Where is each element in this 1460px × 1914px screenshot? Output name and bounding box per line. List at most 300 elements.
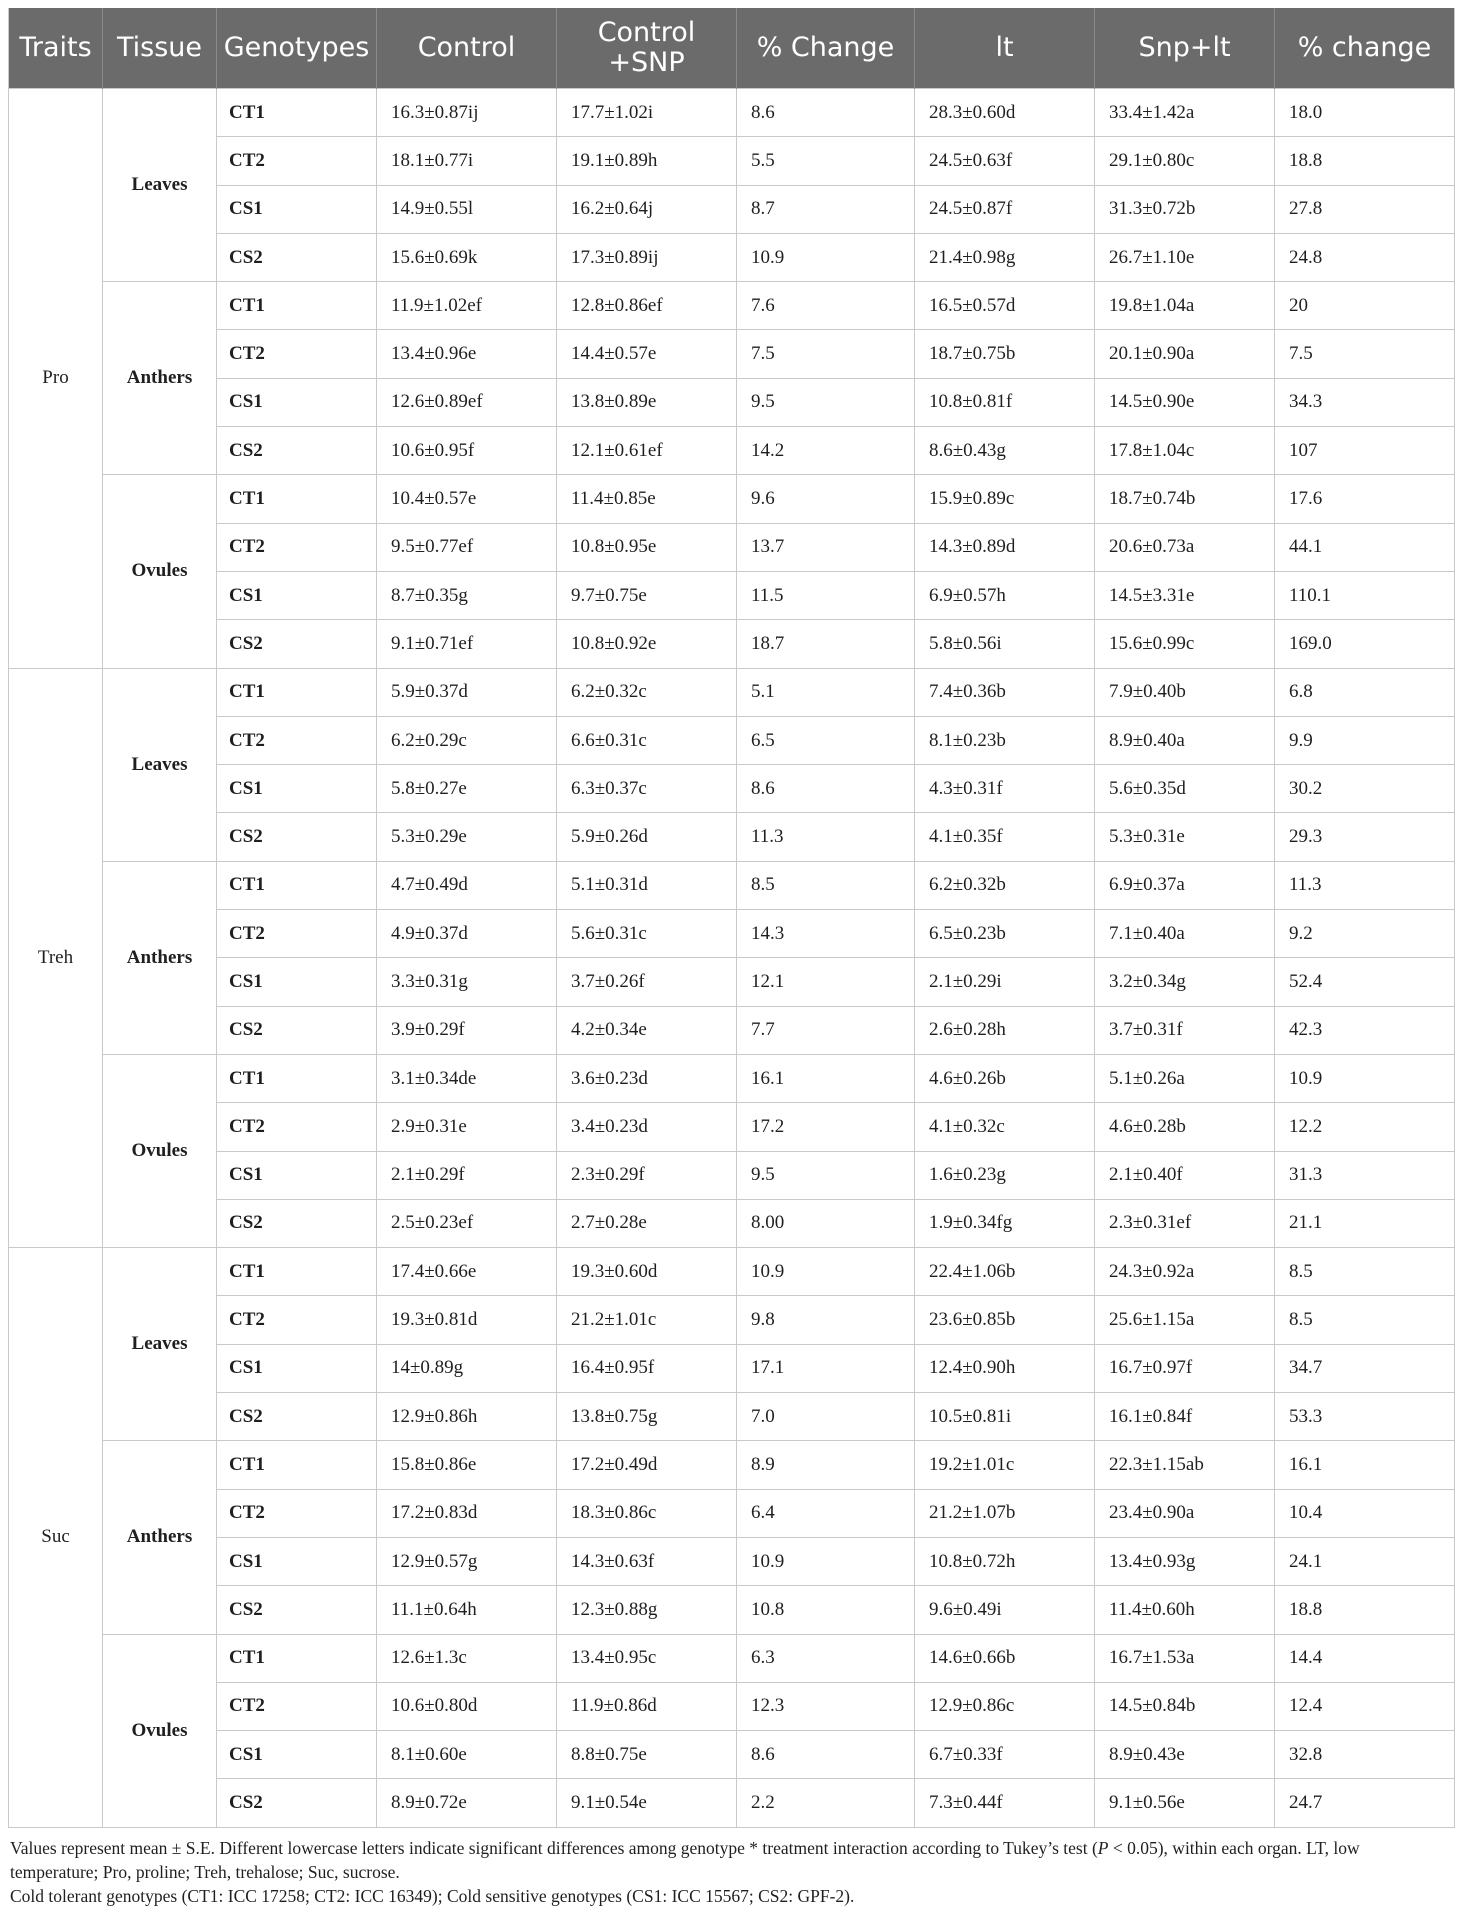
value-cell: 2.1±0.40f: [1095, 1151, 1275, 1199]
genotype-cell: CT1: [217, 1634, 377, 1682]
value-cell: 2.1±0.29i: [915, 958, 1095, 1006]
genotype-cell: CT2: [217, 523, 377, 571]
value-cell: 6.5±0.23b: [915, 910, 1095, 958]
table-row: [9, 1006, 1455, 1054]
table-row: [9, 765, 1455, 813]
value-cell: 6.9±0.37a: [1095, 861, 1275, 909]
value-cell: 21.2±1.01c: [557, 1296, 737, 1344]
table-row: [9, 958, 1455, 1006]
table-row: [9, 1248, 1455, 1296]
value-cell: 6.2±0.32b: [915, 861, 1095, 909]
value-cell: 16.2±0.64j: [557, 185, 737, 233]
value-cell: 8.9: [737, 1441, 915, 1489]
value-cell: 8.5: [1275, 1248, 1455, 1296]
value-cell: 8.6: [737, 89, 915, 137]
value-cell: 18.8: [1275, 1586, 1455, 1634]
value-cell: 8.5: [1275, 1296, 1455, 1344]
value-cell: 17.6: [1275, 475, 1455, 523]
table-row: [9, 1682, 1455, 1730]
genotype-cell: CS1: [217, 1344, 377, 1392]
value-cell: 13.7: [737, 523, 915, 571]
header-lt: lt: [915, 8, 1095, 89]
table-row: [9, 1393, 1455, 1441]
value-cell: 11.4±0.85e: [557, 475, 737, 523]
value-cell: 4.6±0.28b: [1095, 1103, 1275, 1151]
footnote-text-a: Values represent mean ± S.E. Different lowercase letters indicate significant differences among genotype * treatment interaction according to Tukey’s test (: [10, 1837, 1098, 1858]
value-cell: 3.2±0.34g: [1095, 958, 1275, 1006]
value-cell: 21.1: [1275, 1199, 1455, 1247]
value-cell: 8.5: [737, 861, 915, 909]
table-row: [9, 233, 1455, 281]
header-genotypes: Genotypes: [217, 8, 377, 89]
genotype-cell: CS2: [217, 813, 377, 861]
value-cell: 12.4: [1275, 1682, 1455, 1730]
value-cell: 2.7±0.28e: [557, 1199, 737, 1247]
value-cell: 7.3±0.44f: [915, 1779, 1095, 1827]
table-row: [9, 185, 1455, 233]
value-cell: 10.8±0.81f: [915, 378, 1095, 426]
value-cell: 21.4±0.98g: [915, 233, 1095, 281]
table-row: [9, 137, 1455, 185]
value-cell: 10.6±0.95f: [377, 427, 557, 475]
value-cell: 34.3: [1275, 378, 1455, 426]
value-cell: 10.6±0.80d: [377, 1682, 557, 1730]
value-cell: 17.1: [737, 1344, 915, 1392]
header-row: [9, 8, 1455, 89]
genotype-cell: CS2: [217, 1006, 377, 1054]
table-row: [9, 1344, 1455, 1392]
value-cell: 4.9±0.37d: [377, 910, 557, 958]
value-cell: 14.3±0.89d: [915, 523, 1095, 571]
table-row: [9, 89, 1455, 137]
genotype-cell: CT2: [217, 1682, 377, 1730]
genotype-cell: CS1: [217, 571, 377, 619]
value-cell: 6.3: [737, 1634, 915, 1682]
value-cell: 13.4±0.93g: [1095, 1537, 1275, 1585]
value-cell: 18.3±0.86c: [557, 1489, 737, 1537]
genotype-cell: CT2: [217, 1489, 377, 1537]
table-row: [9, 1199, 1455, 1247]
data-table: [8, 8, 1455, 1828]
value-cell: 12.4±0.90h: [915, 1344, 1095, 1392]
trait-cell: Treh: [9, 668, 103, 1248]
table-row: [9, 378, 1455, 426]
value-cell: 12.2: [1275, 1103, 1455, 1151]
value-cell: 6.3±0.37c: [557, 765, 737, 813]
value-cell: 9.6±0.49i: [915, 1586, 1095, 1634]
value-cell: 17.4±0.66e: [377, 1248, 557, 1296]
value-cell: 8.00: [737, 1199, 915, 1247]
value-cell: 3.3±0.31g: [377, 958, 557, 1006]
value-cell: 16.4±0.95f: [557, 1344, 737, 1392]
value-cell: 8.6±0.43g: [915, 427, 1095, 475]
footnote-line-1: [10, 1836, 1450, 1884]
value-cell: 18.7±0.74b: [1095, 475, 1275, 523]
value-cell: 15.6±0.69k: [377, 233, 557, 281]
value-cell: 15.8±0.86e: [377, 1441, 557, 1489]
value-cell: 5.6±0.31c: [557, 910, 737, 958]
tissue-cell: Anthers: [103, 861, 217, 1054]
value-cell: 5.1: [737, 668, 915, 716]
genotype-cell: CS2: [217, 427, 377, 475]
value-cell: 7.5: [737, 330, 915, 378]
value-cell: 23.6±0.85b: [915, 1296, 1095, 1344]
value-cell: 17.7±1.02i: [557, 89, 737, 137]
table-row: [9, 1103, 1455, 1151]
value-cell: 1.9±0.34fg: [915, 1199, 1095, 1247]
value-cell: 14.5±3.31e: [1095, 571, 1275, 619]
value-cell: 12.6±0.89ef: [377, 378, 557, 426]
tissue-cell: Ovules: [103, 475, 217, 668]
value-cell: 3.9±0.29f: [377, 1006, 557, 1054]
tissue-cell: Leaves: [103, 89, 217, 282]
trait-cell: Pro: [9, 89, 103, 669]
value-cell: 15.9±0.89c: [915, 475, 1095, 523]
genotype-cell: CT1: [217, 1054, 377, 1102]
value-cell: 2.3±0.29f: [557, 1151, 737, 1199]
value-cell: 11.3: [737, 813, 915, 861]
value-cell: 24.3±0.92a: [1095, 1248, 1275, 1296]
value-cell: 12.8±0.86ef: [557, 282, 737, 330]
table-row: [9, 1151, 1455, 1199]
genotype-cell: CT1: [217, 1441, 377, 1489]
value-cell: 15.6±0.99c: [1095, 620, 1275, 668]
genotype-cell: CT1: [217, 668, 377, 716]
value-cell: 2.5±0.23ef: [377, 1199, 557, 1247]
value-cell: 30.2: [1275, 765, 1455, 813]
genotype-cell: CT2: [217, 1296, 377, 1344]
table-row: [9, 1054, 1455, 1102]
value-cell: 19.2±1.01c: [915, 1441, 1095, 1489]
value-cell: 7.7: [737, 1006, 915, 1054]
table-row: [9, 813, 1455, 861]
table-row: [9, 1731, 1455, 1779]
value-cell: 18.8: [1275, 137, 1455, 185]
value-cell: 29.3: [1275, 813, 1455, 861]
value-cell: 18.1±0.77i: [377, 137, 557, 185]
value-cell: 29.1±0.80c: [1095, 137, 1275, 185]
value-cell: 4.1±0.32c: [915, 1103, 1095, 1151]
table-row: [9, 1634, 1455, 1682]
value-cell: 4.6±0.26b: [915, 1054, 1095, 1102]
value-cell: 24.5±0.87f: [915, 185, 1095, 233]
value-cell: 110.1: [1275, 571, 1455, 619]
value-cell: 31.3: [1275, 1151, 1455, 1199]
value-cell: 13.4±0.95c: [557, 1634, 737, 1682]
tissue-cell: Ovules: [103, 1054, 217, 1247]
value-cell: 2.2: [737, 1779, 915, 1827]
value-cell: 14±0.89g: [377, 1344, 557, 1392]
value-cell: 7.5: [1275, 330, 1455, 378]
value-cell: 12.9±0.86c: [915, 1682, 1095, 1730]
value-cell: 9.1±0.54e: [557, 1779, 737, 1827]
value-cell: 4.1±0.35f: [915, 813, 1095, 861]
table-row: [9, 1537, 1455, 1585]
value-cell: 9.6: [737, 475, 915, 523]
value-cell: 14.6±0.66b: [915, 1634, 1095, 1682]
value-cell: 7.9±0.40b: [1095, 668, 1275, 716]
value-cell: 5.9±0.26d: [557, 813, 737, 861]
genotype-cell: CT1: [217, 282, 377, 330]
value-cell: 12.3±0.88g: [557, 1586, 737, 1634]
table-footnote: [8, 1836, 1450, 1908]
genotype-cell: CT2: [217, 910, 377, 958]
value-cell: 23.4±0.90a: [1095, 1489, 1275, 1537]
value-cell: 14.5±0.90e: [1095, 378, 1275, 426]
genotype-cell: CS2: [217, 1779, 377, 1827]
value-cell: 9.8: [737, 1296, 915, 1344]
genotype-cell: CT2: [217, 1103, 377, 1151]
value-cell: 8.6: [737, 765, 915, 813]
value-cell: 17.2: [737, 1103, 915, 1151]
value-cell: 42.3: [1275, 1006, 1455, 1054]
value-cell: 9.1±0.56e: [1095, 1779, 1275, 1827]
value-cell: 3.7±0.26f: [557, 958, 737, 1006]
value-cell: 22.3±1.15ab: [1095, 1441, 1275, 1489]
value-cell: 169.0: [1275, 620, 1455, 668]
value-cell: 9.5: [737, 378, 915, 426]
value-cell: 10.9: [737, 233, 915, 281]
value-cell: 7.4±0.36b: [915, 668, 1095, 716]
header-control: Control: [377, 8, 557, 89]
table-row: [9, 716, 1455, 764]
value-cell: 2.3±0.31ef: [1095, 1199, 1275, 1247]
value-cell: 6.5: [737, 716, 915, 764]
header-pct-change-2: % change: [1275, 8, 1455, 89]
value-cell: 3.7±0.31f: [1095, 1006, 1275, 1054]
value-cell: 13.8±0.89e: [557, 378, 737, 426]
value-cell: 53.3: [1275, 1393, 1455, 1441]
genotype-cell: CS2: [217, 1199, 377, 1247]
value-cell: 10.8: [737, 1586, 915, 1634]
value-cell: 3.1±0.34de: [377, 1054, 557, 1102]
value-cell: 6.9±0.57h: [915, 571, 1095, 619]
genotype-cell: CS1: [217, 185, 377, 233]
genotype-cell: CS1: [217, 765, 377, 813]
table-row: [9, 620, 1455, 668]
genotype-cell: CS1: [217, 1731, 377, 1779]
value-cell: 4.7±0.49d: [377, 861, 557, 909]
value-cell: 13.4±0.96e: [377, 330, 557, 378]
value-cell: 8.1±0.23b: [915, 716, 1095, 764]
value-cell: 14.3: [737, 910, 915, 958]
value-cell: 11.5: [737, 571, 915, 619]
value-cell: 16.1±0.84f: [1095, 1393, 1275, 1441]
value-cell: 8.7±0.35g: [377, 571, 557, 619]
value-cell: 7.1±0.40a: [1095, 910, 1275, 958]
tissue-cell: Ovules: [103, 1634, 217, 1827]
value-cell: 5.1±0.31d: [557, 861, 737, 909]
value-cell: 5.3±0.29e: [377, 813, 557, 861]
genotype-cell: CS2: [217, 1586, 377, 1634]
genotype-cell: CT2: [217, 330, 377, 378]
table-row: [9, 282, 1455, 330]
value-cell: 8.1±0.60e: [377, 1731, 557, 1779]
value-cell: 21.2±1.07b: [915, 1489, 1095, 1537]
value-cell: 7.6: [737, 282, 915, 330]
value-cell: 28.3±0.60d: [915, 89, 1095, 137]
table-row: [9, 1586, 1455, 1634]
value-cell: 20.6±0.73a: [1095, 523, 1275, 571]
value-cell: 16.5±0.57d: [915, 282, 1095, 330]
value-cell: 16.7±1.53a: [1095, 1634, 1275, 1682]
genotype-cell: CT1: [217, 89, 377, 137]
header-control-snp: Control +SNP: [557, 8, 737, 89]
value-cell: 2.1±0.29f: [377, 1151, 557, 1199]
value-cell: 18.0: [1275, 89, 1455, 137]
genotype-cell: CT2: [217, 716, 377, 764]
value-cell: 11.9±1.02ef: [377, 282, 557, 330]
table-row: [9, 1296, 1455, 1344]
value-cell: 11.4±0.60h: [1095, 1586, 1275, 1634]
value-cell: 10.4: [1275, 1489, 1455, 1537]
header-traits: Traits: [9, 8, 103, 89]
table-row: [9, 1779, 1455, 1827]
value-cell: 10.4±0.57e: [377, 475, 557, 523]
genotype-cell: CS2: [217, 620, 377, 668]
table-row: [9, 571, 1455, 619]
value-cell: 10.8±0.95e: [557, 523, 737, 571]
value-cell: 19.3±0.81d: [377, 1296, 557, 1344]
value-cell: 12.9±0.57g: [377, 1537, 557, 1585]
value-cell: 25.6±1.15a: [1095, 1296, 1275, 1344]
header-snp-lt: Snp+lt: [1095, 8, 1275, 89]
value-cell: 17.8±1.04c: [1095, 427, 1275, 475]
value-cell: 1.6±0.23g: [915, 1151, 1095, 1199]
table-row: [9, 330, 1455, 378]
tissue-cell: Anthers: [103, 1441, 217, 1634]
header-tissue: Tissue: [103, 8, 217, 89]
value-cell: 107: [1275, 427, 1455, 475]
value-cell: 10.8±0.92e: [557, 620, 737, 668]
value-cell: 12.9±0.86h: [377, 1393, 557, 1441]
genotype-cell: CS2: [217, 233, 377, 281]
value-cell: 6.4: [737, 1489, 915, 1537]
genotype-cell: CS1: [217, 1537, 377, 1585]
genotype-cell: CS1: [217, 378, 377, 426]
table-row: [9, 475, 1455, 523]
value-cell: 9.9: [1275, 716, 1455, 764]
value-cell: 8.9±0.40a: [1095, 716, 1275, 764]
value-cell: 34.7: [1275, 1344, 1455, 1392]
table-row: [9, 668, 1455, 716]
value-cell: 13.8±0.75g: [557, 1393, 737, 1441]
value-cell: 8.8±0.75e: [557, 1731, 737, 1779]
value-cell: 18.7±0.75b: [915, 330, 1095, 378]
table-row: [9, 861, 1455, 909]
genotype-cell: CT1: [217, 475, 377, 523]
value-cell: 5.6±0.35d: [1095, 765, 1275, 813]
value-cell: 12.3: [737, 1682, 915, 1730]
value-cell: 4.3±0.31f: [915, 765, 1095, 813]
value-cell: 24.7: [1275, 1779, 1455, 1827]
value-cell: 16.3±0.87ij: [377, 89, 557, 137]
value-cell: 3.4±0.23d: [557, 1103, 737, 1151]
value-cell: 17.2±0.49d: [557, 1441, 737, 1489]
value-cell: 10.9: [1275, 1054, 1455, 1102]
value-cell: 19.3±0.60d: [557, 1248, 737, 1296]
value-cell: 5.3±0.31e: [1095, 813, 1275, 861]
value-cell: 12.1±0.61ef: [557, 427, 737, 475]
value-cell: 14.9±0.55l: [377, 185, 557, 233]
value-cell: 14.4±0.57e: [557, 330, 737, 378]
value-cell: 11.3: [1275, 861, 1455, 909]
value-cell: 14.2: [737, 427, 915, 475]
value-cell: 19.8±1.04a: [1095, 282, 1275, 330]
tissue-cell: Leaves: [103, 668, 217, 861]
value-cell: 10.8±0.72h: [915, 1537, 1095, 1585]
footnote-text-b: < 0.05), within each organ. LT, low temperature; Pro, proline; Treh, trehalose; Suc, sucrose.: [10, 1837, 1360, 1882]
value-cell: 8.7: [737, 185, 915, 233]
value-cell: 2.6±0.28h: [915, 1006, 1095, 1054]
value-cell: 11.9±0.86d: [557, 1682, 737, 1730]
value-cell: 5.8±0.27e: [377, 765, 557, 813]
value-cell: 20.1±0.90a: [1095, 330, 1275, 378]
table-row: [9, 1489, 1455, 1537]
value-cell: 14.3±0.63f: [557, 1537, 737, 1585]
value-cell: 7.0: [737, 1393, 915, 1441]
value-cell: 26.7±1.10e: [1095, 233, 1275, 281]
genotype-cell: CS2: [217, 1393, 377, 1441]
value-cell: 10.9: [737, 1248, 915, 1296]
value-cell: 20: [1275, 282, 1455, 330]
value-cell: 31.3±0.72b: [1095, 185, 1275, 233]
value-cell: 8.9±0.43e: [1095, 1731, 1275, 1779]
value-cell: 6.2±0.29c: [377, 716, 557, 764]
header-pct-change: % Change: [737, 8, 915, 89]
value-cell: 2.9±0.31e: [377, 1103, 557, 1151]
value-cell: 9.7±0.75e: [557, 571, 737, 619]
value-cell: 5.1±0.26a: [1095, 1054, 1275, 1102]
value-cell: 10.5±0.81i: [915, 1393, 1095, 1441]
value-cell: 5.5: [737, 137, 915, 185]
value-cell: 24.5±0.63f: [915, 137, 1095, 185]
genotype-cell: CS1: [217, 1151, 377, 1199]
value-cell: 17.3±0.89ij: [557, 233, 737, 281]
value-cell: 16.1: [1275, 1441, 1455, 1489]
table-row: [9, 1441, 1455, 1489]
value-cell: 12.1: [737, 958, 915, 1006]
value-cell: 19.1±0.89h: [557, 137, 737, 185]
table-row: [9, 910, 1455, 958]
value-cell: 24.8: [1275, 233, 1455, 281]
value-cell: 5.8±0.56i: [915, 620, 1095, 668]
value-cell: 52.4: [1275, 958, 1455, 1006]
table-row: [9, 427, 1455, 475]
value-cell: 3.6±0.23d: [557, 1054, 737, 1102]
genotype-cell: CT2: [217, 137, 377, 185]
genotype-cell: CT1: [217, 1248, 377, 1296]
value-cell: 9.5±0.77ef: [377, 523, 557, 571]
value-cell: 6.2±0.32c: [557, 668, 737, 716]
value-cell: 4.2±0.34e: [557, 1006, 737, 1054]
value-cell: 6.6±0.31c: [557, 716, 737, 764]
value-cell: 24.1: [1275, 1537, 1455, 1585]
value-cell: 18.7: [737, 620, 915, 668]
value-cell: 17.2±0.83d: [377, 1489, 557, 1537]
value-cell: 6.8: [1275, 668, 1455, 716]
footnote-line-2: Cold tolerant genotypes (CT1: ICC 17258; CT2: ICC 16349); Cold sensitive genotypes (CS1: ICC 15567; CS2: GPF-2).: [10, 1885, 855, 1906]
value-cell: 9.2: [1275, 910, 1455, 958]
footnote-p-symbol: P: [1097, 1837, 1109, 1858]
value-cell: 27.8: [1275, 185, 1455, 233]
table-body: [9, 89, 1455, 1828]
value-cell: 14.4: [1275, 1634, 1455, 1682]
value-cell: 11.1±0.64h: [377, 1586, 557, 1634]
value-cell: 9.1±0.71ef: [377, 620, 557, 668]
table-container: [8, 8, 1454, 1908]
value-cell: 14.5±0.84b: [1095, 1682, 1275, 1730]
